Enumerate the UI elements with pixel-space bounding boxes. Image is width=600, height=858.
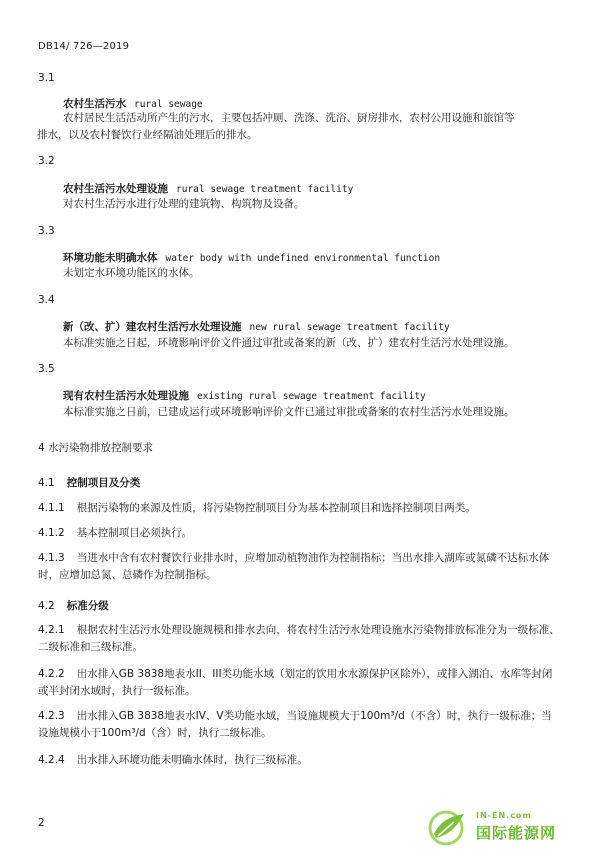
watermark-site: IN-EN.com	[476, 811, 532, 820]
term-definition	[37, 110, 515, 144]
def-line: 农村居民生活活动所产生的污水，主要包括冲厕、洗涤、洗浴、厨房排水，农村公用设施和旅馆等	[63, 112, 515, 124]
term-zh: 农村生活污水	[63, 98, 126, 110]
term-en: new rural sewage treatment facility	[249, 322, 450, 333]
clause-number: 4.1.1	[38, 502, 65, 514]
term-number: 3.1	[38, 72, 55, 84]
clause-text: 当进水中含有农村餐饮行业排水时，应增加动植物油作为控制指标；当出水排入湖库或氮磷不达标水体时，应增加总氮、总磷作为控制指标。	[38, 552, 550, 581]
clause-text: 根据污染物的来源及性质，将污染物控制项目分为基本控制项目和选择控制项目两类。	[76, 502, 476, 514]
term-number: 3.2	[38, 155, 55, 167]
page-number: 2	[38, 817, 45, 829]
leaf-logo-icon	[424, 808, 472, 848]
term-definition: 本标准实施之日起，环境影响评价文件通过审批或备案的新（改、扩）建农村生活污水处理设施。	[63, 337, 515, 349]
term-definition: 未划定水环境功能区的水体。	[63, 267, 200, 279]
subsection-number: 4.1	[38, 477, 55, 489]
clause-4-1-3	[38, 550, 562, 584]
subsection-number: 4.2	[38, 600, 55, 612]
term-definition: 对农村生活污水进行处理的建筑物、构筑物及设备。	[63, 198, 305, 210]
clause-4-2-2	[38, 666, 562, 700]
term-title	[63, 250, 440, 265]
term-title	[63, 96, 203, 111]
clause-number: 4.1.2	[38, 527, 65, 539]
term-number: 3.4	[38, 294, 55, 306]
term-zh: 现有农村生活污水处理设施	[63, 390, 189, 402]
clause-text: 基本控制项目必须执行。	[76, 527, 193, 539]
section-heading: 4 水污染物排放控制要求	[38, 442, 154, 454]
clause-text: 出水排入GB 3838地表水II、III类功能水域（划定的饮用水水源保护区除外），或排入湖泊、水库等封闭或半封闭水域时，执行一级标准。	[38, 668, 553, 697]
subsection-heading	[38, 475, 140, 490]
clause-number: 4.2.3	[38, 710, 65, 722]
term-definition: 本标准实施之日前，已建成运行或环境影响评价文件已通过审批或备案的农村生活污水处理设施。	[63, 406, 515, 418]
standard-id: DB14/ 726—2019	[38, 41, 130, 52]
clause-4-1-2	[38, 525, 562, 542]
term-zh: 环境功能未明确水体	[63, 252, 158, 264]
clause-number: 4.1.3	[38, 552, 65, 564]
term-title	[63, 181, 353, 196]
clause-text: 根据农村生活污水处理设施规模和排水去向，将农村生活污水处理设施水污染物排放标准分为一级标准、二级标准和三级标准。	[38, 624, 560, 653]
clause-number: 4.2.4	[38, 754, 65, 766]
term-en: rural sewage	[134, 99, 203, 110]
term-number: 3.3	[38, 225, 55, 237]
term-en: rural sewage treatment facility	[176, 184, 354, 195]
term-en: water body with undefined environmental function	[165, 253, 441, 264]
clause-4-2-4	[38, 752, 562, 769]
clause-number: 4.2.1	[38, 624, 65, 636]
term-number: 3.5	[38, 363, 55, 375]
term-en: existing rural sewage treatment facility	[197, 391, 426, 402]
watermark-logo	[424, 808, 584, 848]
clause-4-2-1	[38, 622, 562, 656]
clause-number: 4.2.2	[38, 668, 65, 680]
clause-4-1-1	[38, 500, 562, 517]
term-title	[63, 319, 450, 334]
term-title	[63, 388, 426, 403]
def-line: 排水，以及农村餐饮行业经隔油处理后的排水。	[37, 129, 258, 141]
subsection-title: 标准分级	[66, 600, 109, 612]
subsection-title: 控制项目及分类	[66, 477, 141, 489]
clause-text: 出水排入GB 3838地表水IV、V类功能水域，当设施规模大于100m³/d（不含）时，执行一级标准；当设施规模小于100m³/d（含）时，执行二级标准。	[38, 710, 552, 739]
clause-4-2-3	[38, 708, 562, 742]
clause-text: 出水排入环境功能未明确水体时，执行三级标准。	[76, 754, 308, 766]
subsection-heading	[38, 598, 109, 613]
term-zh: 新（改、扩）建农村生活污水处理设施	[63, 321, 242, 333]
watermark-name: 国际能源网	[476, 824, 557, 842]
term-zh: 农村生活污水处理设施	[63, 183, 168, 195]
